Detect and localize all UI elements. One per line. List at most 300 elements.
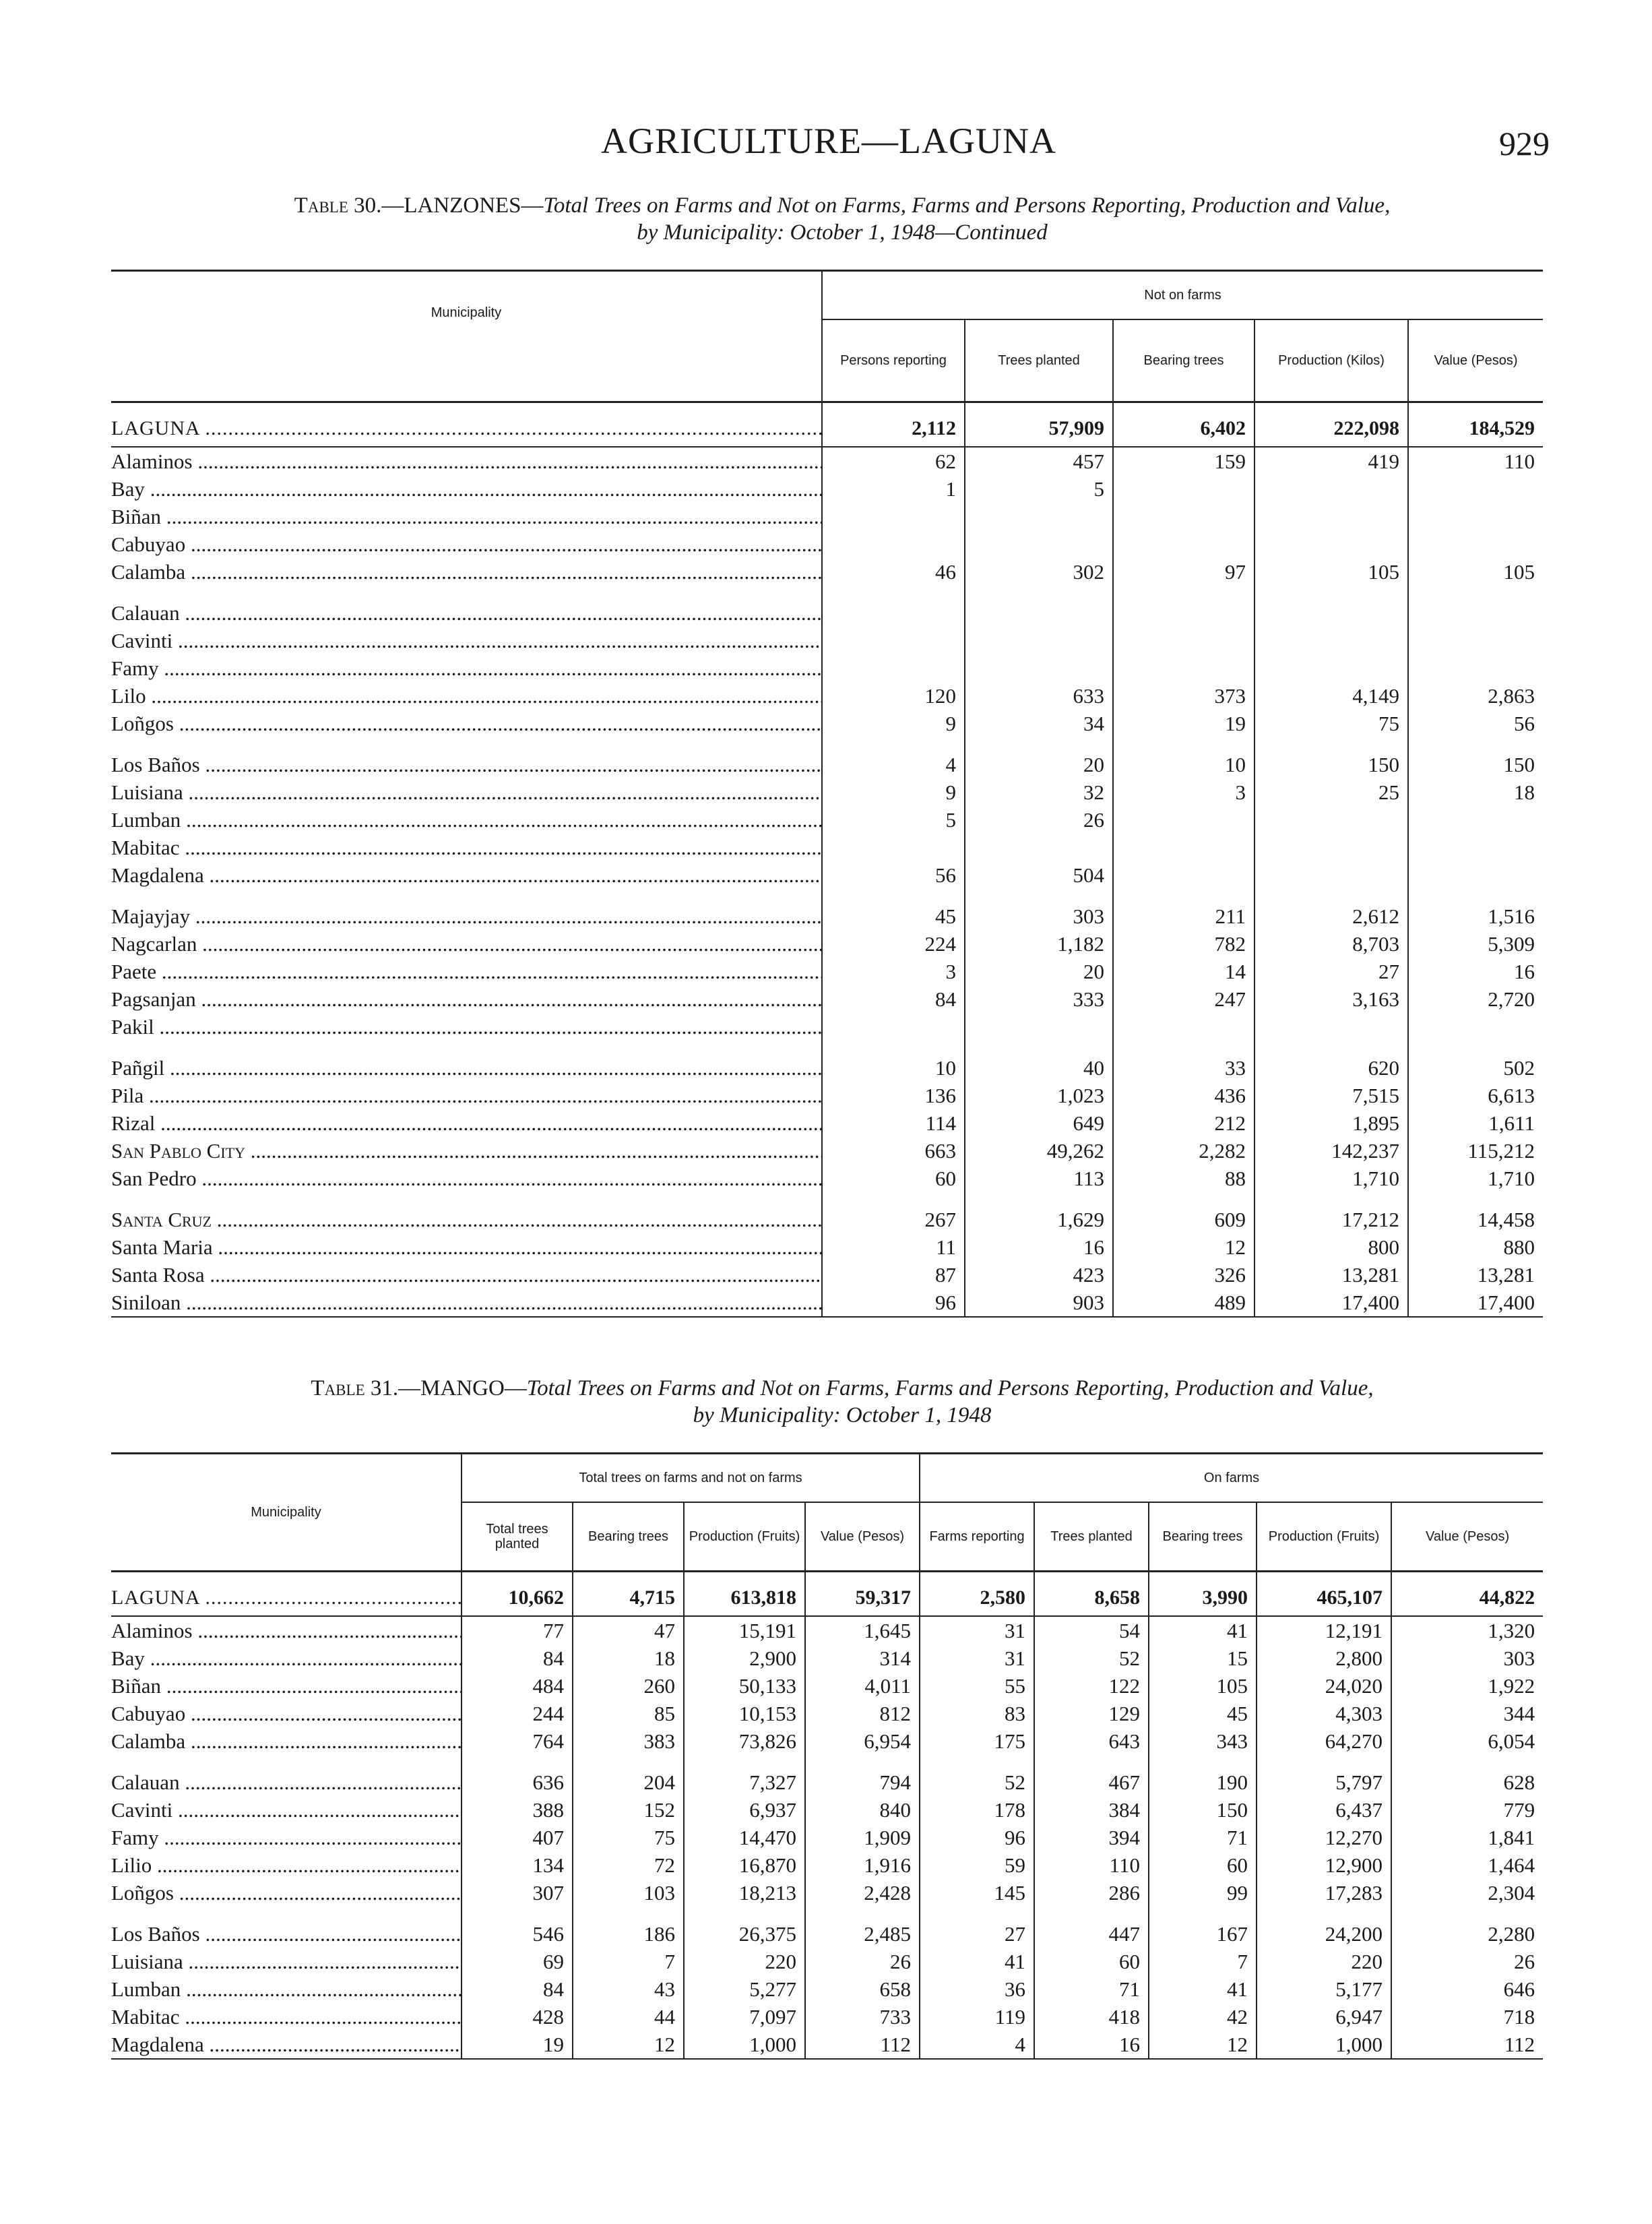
cell-value — [822, 627, 965, 654]
row-gap — [111, 889, 1543, 902]
cell-value: 636 — [462, 1768, 573, 1796]
cell-value: 1,909 — [805, 1824, 920, 1851]
table30-caption-line2: by Municipality: October 1, 1948—Continued — [637, 220, 1048, 245]
table-row — [111, 1644, 1543, 1672]
municipality-label: Lumban ..... — [111, 1975, 461, 2003]
municipality-name — [111, 1616, 462, 1644]
cell-value: 7 — [1149, 1948, 1257, 1975]
cell-value: 718 — [1391, 2003, 1543, 2031]
cell-value: 57,909 — [965, 402, 1113, 447]
table-row — [111, 1261, 1543, 1289]
gap-cell — [111, 889, 822, 902]
municipality-name — [111, 2003, 462, 2031]
cell-value — [1408, 503, 1543, 530]
table31-caption-line2: by Municipality: October 1, 1948 — [693, 1403, 992, 1427]
cell-value: 4,011 — [805, 1672, 920, 1700]
cell-value — [1113, 806, 1254, 834]
municipality-name — [111, 599, 822, 627]
gap-cell — [111, 1907, 462, 1920]
municipality-name — [111, 834, 822, 861]
table-row — [111, 1672, 1543, 1700]
column-header: Value (Pesos) — [1391, 1502, 1543, 1572]
cell-value: 17,400 — [1254, 1289, 1408, 1317]
cell-value: 16 — [1034, 2031, 1149, 2059]
table-row — [111, 930, 1543, 958]
gap-cell — [965, 737, 1113, 751]
cell-value — [1408, 806, 1543, 834]
cell-value: 794 — [805, 1768, 920, 1796]
cell-value: 47 — [573, 1616, 684, 1644]
gap-cell — [1113, 889, 1254, 902]
municipality-label: Calamba ..... — [111, 1727, 461, 1755]
cell-value: 658 — [805, 1975, 920, 2003]
table-row — [111, 1082, 1543, 1109]
cell-value: 779 — [1391, 1796, 1543, 1824]
cell-value — [1113, 475, 1254, 503]
cell-value — [822, 503, 965, 530]
gap-cell — [965, 586, 1113, 599]
cell-value: 504 — [965, 861, 1113, 889]
table-row — [111, 1920, 1543, 1948]
cell-value: 60 — [822, 1165, 965, 1192]
cell-value: 1,023 — [965, 1082, 1113, 1109]
cell-value: 4,149 — [1254, 682, 1408, 710]
gap-cell — [965, 889, 1113, 902]
cell-value: 419 — [1254, 447, 1408, 475]
cell-value: 489 — [1113, 1289, 1254, 1317]
municipality-label: Calauan ..... — [111, 599, 821, 627]
cell-value: 62 — [822, 447, 965, 475]
cell-value: 69 — [462, 1948, 573, 1975]
cell-value: 75 — [1254, 710, 1408, 737]
cell-value: 484 — [462, 1672, 573, 1700]
cell-value: 7,327 — [684, 1768, 805, 1796]
cell-value: 2,112 — [822, 402, 965, 447]
cell-value: 2,304 — [1391, 1879, 1543, 1907]
cell-value: 10,662 — [462, 1572, 573, 1617]
cell-value: 12 — [1149, 2031, 1257, 2059]
cell-value — [1254, 654, 1408, 682]
gap-cell — [822, 737, 965, 751]
cell-value: 633 — [965, 682, 1113, 710]
table-row — [111, 503, 1543, 530]
municipality-name — [111, 1261, 822, 1289]
cell-value — [1254, 861, 1408, 889]
municipality-name — [111, 958, 822, 985]
cell-value: 333 — [965, 985, 1113, 1013]
cell-value: 184,529 — [1408, 402, 1543, 447]
gap-cell — [1408, 586, 1543, 599]
row-gap — [111, 1907, 1543, 1920]
municipality-label: Calamba ..... — [111, 558, 821, 586]
municipality-label: Cavinti ..... — [111, 1796, 461, 1824]
cell-value — [1254, 806, 1408, 834]
gap-cell — [1257, 1755, 1391, 1768]
gap-cell — [1113, 586, 1254, 599]
cell-value — [822, 530, 965, 558]
cell-value — [1254, 627, 1408, 654]
cell-value: 145 — [920, 1879, 1034, 1907]
gap-cell — [462, 1755, 573, 1768]
cell-value: 83 — [920, 1700, 1034, 1727]
municipality-name — [111, 1054, 822, 1082]
cell-value: 25 — [1254, 778, 1408, 806]
gap-cell — [805, 1907, 920, 1920]
cell-value: 3 — [822, 958, 965, 985]
municipality-label: LAGUNA ..... — [111, 414, 821, 442]
cell-value: 2,485 — [805, 1920, 920, 1948]
cell-value: 12,900 — [1257, 1851, 1391, 1879]
table-row — [111, 958, 1543, 985]
gap-cell — [684, 1755, 805, 1768]
municipality-name — [111, 710, 822, 737]
table-row — [111, 447, 1543, 475]
cell-value: 10,153 — [684, 1700, 805, 1727]
on-farms-group-header: On farms — [920, 1454, 1543, 1503]
cell-value: 56 — [822, 861, 965, 889]
cell-value: 344 — [1391, 1700, 1543, 1727]
cell-value: 72 — [573, 1851, 684, 1879]
gap-cell — [822, 889, 965, 902]
cell-value — [965, 599, 1113, 627]
gap-cell — [1408, 737, 1543, 751]
municipality-name — [111, 902, 822, 930]
municipality-label: Mabitac ..... — [111, 834, 821, 861]
cell-value: 112 — [1391, 2031, 1543, 2059]
cell-value: 13,281 — [1408, 1261, 1543, 1289]
table-row — [111, 1137, 1543, 1165]
gap-cell — [1034, 1907, 1149, 1920]
table-row — [111, 1851, 1543, 1879]
cell-value: 2,428 — [805, 1879, 920, 1907]
municipality-label: Mabitac ..... — [111, 2003, 461, 2031]
cell-value: 812 — [805, 1700, 920, 1727]
cell-value: 1,000 — [1257, 2031, 1391, 2059]
cell-value: 1,000 — [684, 2031, 805, 2059]
cell-value: 96 — [920, 1824, 1034, 1851]
municipality-label: Biñan ..... — [111, 1672, 461, 1700]
cell-value: 159 — [1113, 447, 1254, 475]
row-gap — [111, 737, 1543, 751]
cell-value: 1,516 — [1408, 902, 1543, 930]
cell-value: 8,703 — [1254, 930, 1408, 958]
table-row — [111, 751, 1543, 778]
table-lanzones — [111, 270, 1543, 1318]
table-row — [111, 1233, 1543, 1261]
table-row — [111, 778, 1543, 806]
cell-value: 222,098 — [1254, 402, 1408, 447]
cell-value — [1254, 475, 1408, 503]
municipality-label: Cavinti ..... — [111, 627, 821, 654]
cell-value — [1113, 861, 1254, 889]
municipality-label: Magdalena ..... — [111, 861, 821, 889]
cell-value: 87 — [822, 1261, 965, 1289]
gap-cell — [1391, 1755, 1543, 1768]
column-header: Trees planted — [1034, 1502, 1149, 1572]
cell-value: 613,818 — [684, 1572, 805, 1617]
cell-value: 16 — [965, 1233, 1113, 1261]
cell-value: 314 — [805, 1644, 920, 1672]
cell-value: 12,270 — [1257, 1824, 1391, 1851]
cell-value — [1113, 834, 1254, 861]
cell-value — [1408, 475, 1543, 503]
municipality-name — [111, 1206, 822, 1233]
gap-cell — [1149, 1907, 1257, 1920]
cell-value — [1408, 834, 1543, 861]
cell-value: 303 — [965, 902, 1113, 930]
cell-value: 840 — [805, 1796, 920, 1824]
municipality-label: Alaminos ..... — [111, 1617, 461, 1644]
gap-cell — [684, 1907, 805, 1920]
cell-value — [822, 834, 965, 861]
municipality-label: San Pablo City ..... — [111, 1137, 821, 1165]
table-row — [111, 861, 1543, 889]
cell-value: 41 — [920, 1948, 1034, 1975]
table-row — [111, 1975, 1543, 2003]
cell-value: 19 — [462, 2031, 573, 2059]
municipality-name — [111, 475, 822, 503]
municipality-label: Pagsanjan ..... — [111, 985, 821, 1013]
cell-value: 54 — [1034, 1616, 1149, 1644]
cell-value: 52 — [920, 1768, 1034, 1796]
cell-value: 26 — [1391, 1948, 1543, 1975]
gap-cell — [1408, 889, 1543, 902]
cell-value: 384 — [1034, 1796, 1149, 1824]
cell-value: 175 — [920, 1727, 1034, 1755]
cell-value: 41 — [1149, 1975, 1257, 2003]
cell-value — [965, 654, 1113, 682]
cell-value: 244 — [462, 1700, 573, 1727]
cell-value: 1,710 — [1408, 1165, 1543, 1192]
cell-value: 105 — [1408, 558, 1543, 586]
table30-caption-text: Total Trees on Farms and Not on Farms, Farms and Persons Reporting, Production and Value, — [543, 193, 1391, 218]
cell-value: 129 — [1034, 1700, 1149, 1727]
row-gap — [111, 1755, 1543, 1768]
table-row — [111, 1879, 1543, 1907]
cell-value: 114 — [822, 1109, 965, 1137]
not-on-farms-header: Not on farms — [822, 271, 1543, 320]
municipality-name — [111, 1824, 462, 1851]
cell-value: 4,715 — [573, 1572, 684, 1617]
cell-value: 190 — [1149, 1768, 1257, 1796]
gap-cell — [1408, 1192, 1543, 1206]
municipality-name — [111, 1975, 462, 2003]
table-row — [111, 1013, 1543, 1041]
cell-value: 394 — [1034, 1824, 1149, 1851]
cell-value: 167 — [1149, 1920, 1257, 1948]
cell-value: 388 — [462, 1796, 573, 1824]
cell-value: 14,458 — [1408, 1206, 1543, 1233]
gap-cell — [573, 1755, 684, 1768]
cell-value: 20 — [965, 958, 1113, 985]
cell-value: 5,309 — [1408, 930, 1543, 958]
cell-value: 41 — [1149, 1616, 1257, 1644]
column-header: Bearing trees — [573, 1502, 684, 1572]
cell-value: 302 — [965, 558, 1113, 586]
cell-value: 142,237 — [1254, 1137, 1408, 1165]
cell-value: 407 — [462, 1824, 573, 1851]
cell-value: 5,177 — [1257, 1975, 1391, 2003]
cell-value: 1,629 — [965, 1206, 1113, 1233]
table-row — [111, 1616, 1543, 1644]
cell-value: 418 — [1034, 2003, 1149, 2031]
municipality-label: Alaminos ..... — [111, 447, 821, 475]
cell-value: 7 — [573, 1948, 684, 1975]
gap-cell — [965, 1041, 1113, 1054]
cell-value: 303 — [1391, 1644, 1543, 1672]
cell-value: 6,437 — [1257, 1796, 1391, 1824]
gap-cell — [805, 1755, 920, 1768]
cell-value: 267 — [822, 1206, 965, 1233]
cell-value — [1408, 599, 1543, 627]
cell-value: 782 — [1113, 930, 1254, 958]
cell-value: 733 — [805, 2003, 920, 2031]
cell-value — [822, 1013, 965, 1041]
cell-value: 10 — [1113, 751, 1254, 778]
table-row — [111, 2003, 1543, 2031]
cell-value: 457 — [965, 447, 1113, 475]
municipality-name — [111, 503, 822, 530]
cell-value — [1254, 834, 1408, 861]
municipality-name — [111, 558, 822, 586]
table-row — [111, 2031, 1543, 2059]
cell-value: 71 — [1149, 1824, 1257, 1851]
cell-value: 3,163 — [1254, 985, 1408, 1013]
cell-value: 50,133 — [684, 1672, 805, 1700]
municipality-label: Famy ..... — [111, 1824, 461, 1851]
municipality-label: Cabuyao ..... — [111, 530, 821, 558]
cell-value: 14,470 — [684, 1824, 805, 1851]
cell-value: 11 — [822, 1233, 965, 1261]
cell-value: 26,375 — [684, 1920, 805, 1948]
gap-cell — [1113, 1041, 1254, 1054]
cell-value: 26 — [805, 1948, 920, 1975]
cell-value: 42 — [1149, 2003, 1257, 2031]
cell-value: 1,895 — [1254, 1109, 1408, 1137]
cell-value: 15,191 — [684, 1616, 805, 1644]
cell-value: 383 — [573, 1727, 684, 1755]
cell-value: 260 — [573, 1672, 684, 1700]
cell-value: 119 — [920, 2003, 1034, 2031]
cell-value: 43 — [573, 1975, 684, 2003]
municipality-name — [111, 627, 822, 654]
municipality-label: Luisiana ..... — [111, 778, 821, 806]
municipality-name — [111, 1644, 462, 1672]
gap-cell — [1149, 1755, 1257, 1768]
cell-value: 6,054 — [1391, 1727, 1543, 1755]
municipality-name — [111, 1948, 462, 1975]
gap-cell — [111, 1755, 462, 1768]
gap-cell — [1254, 889, 1408, 902]
cell-value: 502 — [1408, 1054, 1543, 1082]
gap-cell — [462, 1907, 573, 1920]
cell-value: 60 — [1034, 1948, 1149, 1975]
cell-value: 1,611 — [1408, 1109, 1543, 1137]
cell-value — [1113, 599, 1254, 627]
municipality-name — [111, 806, 822, 834]
cell-value: 5 — [965, 475, 1113, 503]
cell-value — [1113, 503, 1254, 530]
cell-value: 2,900 — [684, 1644, 805, 1672]
cell-value — [965, 1013, 1113, 1041]
table-row — [111, 710, 1543, 737]
cell-value: 150 — [1408, 751, 1543, 778]
gap-cell — [920, 1907, 1034, 1920]
municipality-label: Bay ..... — [111, 1644, 461, 1672]
municipality-label: Paete ..... — [111, 958, 821, 985]
row-gap — [111, 1192, 1543, 1206]
cell-value: 84 — [822, 985, 965, 1013]
cell-value: 12 — [1113, 1233, 1254, 1261]
municipality-label: LAGUNA ..... — [111, 1584, 461, 1611]
municipality-label: Los Baños ..... — [111, 751, 821, 778]
cell-value: 9 — [822, 778, 965, 806]
municipality-name — [111, 1920, 462, 1948]
cell-value: 343 — [1149, 1727, 1257, 1755]
cell-value: 649 — [965, 1109, 1113, 1137]
cell-value: 56 — [1408, 710, 1543, 737]
cell-value: 49,262 — [965, 1137, 1113, 1165]
cell-value: 88 — [1113, 1165, 1254, 1192]
column-header: Value (Pesos) — [805, 1502, 920, 1572]
table31-caption-text: Total Trees on Farms and Not on Farms, Farms and Persons Reporting, Production and Value, — [526, 1376, 1374, 1400]
municipality-name — [111, 2031, 462, 2059]
municipality-label: Santa Maria ..... — [111, 1233, 821, 1261]
table-row — [111, 834, 1543, 861]
cell-value: 31 — [920, 1616, 1034, 1644]
column-header: Value (Pesos) — [1408, 319, 1543, 402]
table-row — [111, 1768, 1543, 1796]
table-row — [111, 1054, 1543, 1082]
municipality-name — [111, 1879, 462, 1907]
municipality-label: Pañgil ..... — [111, 1054, 821, 1082]
cell-value: 7,097 — [684, 2003, 805, 2031]
cell-value: 16 — [1408, 958, 1543, 985]
column-header: Production (Fruits) — [684, 1502, 805, 1572]
cell-value: 4,303 — [1257, 1700, 1391, 1727]
gap-cell — [1257, 1907, 1391, 1920]
cell-value: 1,922 — [1391, 1672, 1543, 1700]
cell-value: 1,645 — [805, 1616, 920, 1644]
municipality-label: Magdalena ..... — [111, 2031, 461, 2058]
cell-value: 1 — [822, 475, 965, 503]
table-row — [111, 682, 1543, 710]
cell-value: 2,280 — [1391, 1920, 1543, 1948]
gap-cell — [1254, 1192, 1408, 1206]
gap-cell — [965, 1192, 1113, 1206]
cell-value: 663 — [822, 1137, 965, 1165]
municipality-name — [111, 654, 822, 682]
cell-value: 113 — [965, 1165, 1113, 1192]
cell-value — [1254, 599, 1408, 627]
cell-value: 2,863 — [1408, 682, 1543, 710]
cell-value: 152 — [573, 1796, 684, 1824]
cell-value: 247 — [1113, 985, 1254, 1013]
cell-value: 85 — [573, 1700, 684, 1727]
cell-value: 1,841 — [1391, 1824, 1543, 1851]
gap-cell — [822, 1041, 965, 1054]
cell-value: 307 — [462, 1879, 573, 1907]
table-mango — [111, 1452, 1543, 2060]
municipality-name — [111, 751, 822, 778]
municipality-label: Lumban ..... — [111, 806, 821, 834]
cell-value: 40 — [965, 1054, 1113, 1082]
municipality-name — [111, 1233, 822, 1261]
cell-value — [965, 503, 1113, 530]
column-header: Production (Fruits) — [1257, 1502, 1391, 1572]
cell-value — [1408, 1013, 1543, 1041]
cell-value — [1254, 1013, 1408, 1041]
